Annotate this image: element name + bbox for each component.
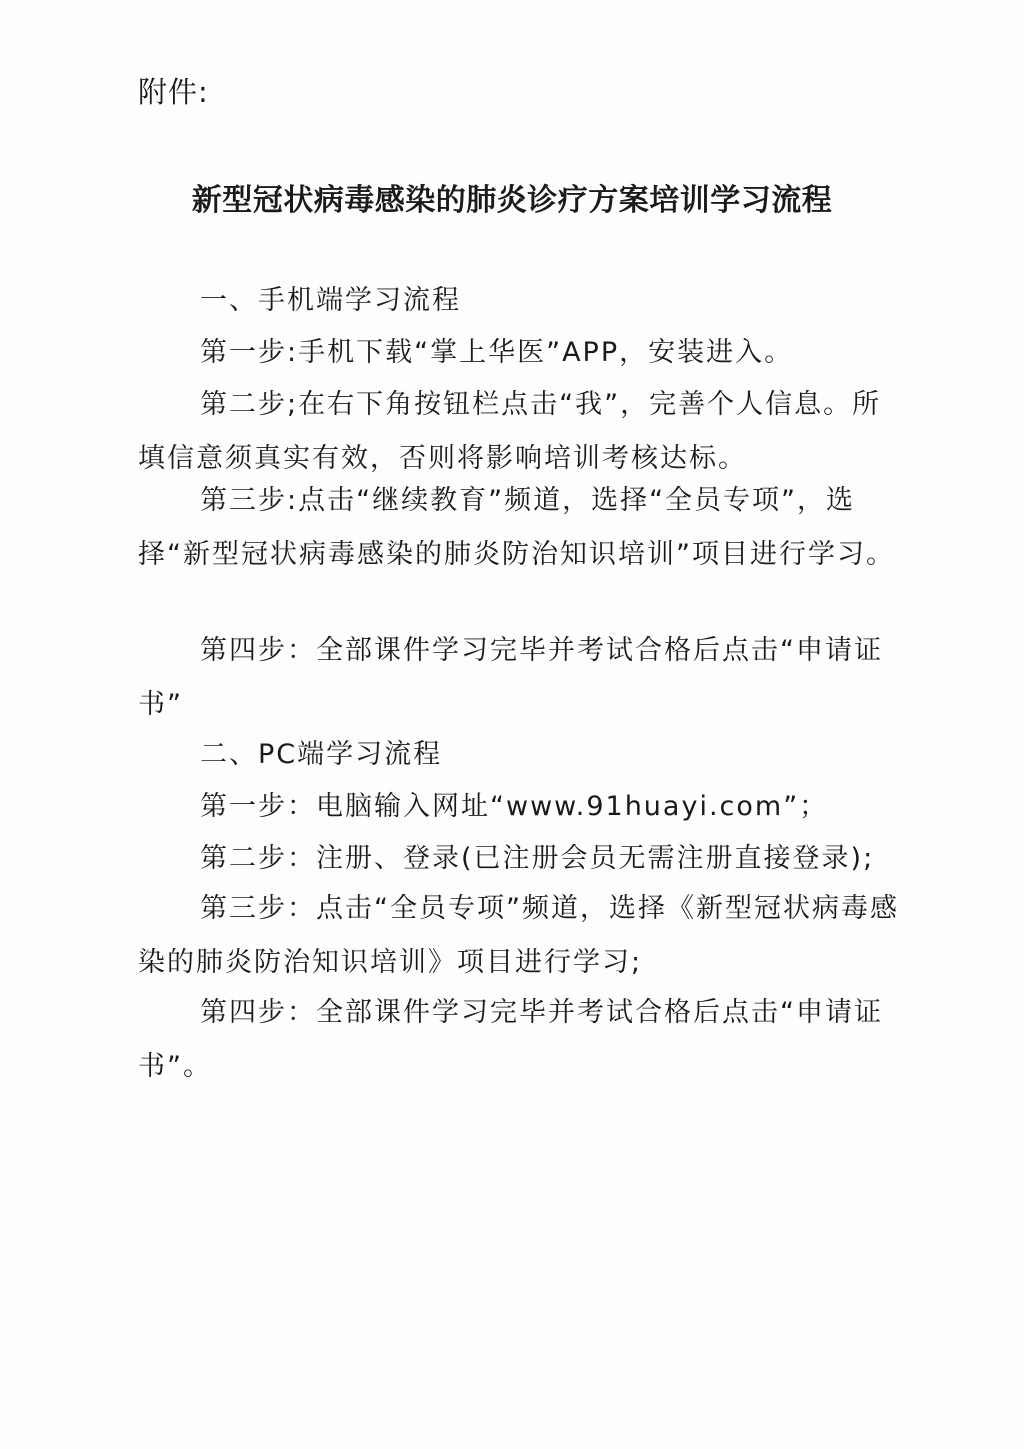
section-heading-pc: 二、PC端学习流程 (200, 739, 443, 770)
pc-step-2: 第二步：注册、登录(已注册会员无需注册直接登录); (200, 843, 875, 874)
section-heading-mobile: 一、手机端学习流程 (200, 285, 461, 316)
mobile-step-2: 第二步;在右下角按钮栏点击“我”，完善个人信息。所填信意须真实有效，否则将影响培训考核达标。 (138, 389, 882, 474)
pc-step-3: 第三步：点击“全员专项”频道，选择《新型冠状病毒感染的肺炎防治知识培训》项目进行学习; (138, 893, 899, 978)
mobile-step-4: 第四步：全部课件学习完毕并考试合格后点击“申请证书” (138, 635, 883, 720)
pc-step-4: 第四步：全部课件学习完毕并考试合格后点击“申请证书”。 (138, 997, 883, 1082)
mobile-step-1: 第一步:手机下载“掌上华医”APP，安装进入。 (200, 337, 794, 368)
mobile-step-3: 第三步:点击“继续教育”频道，选择“全员专项”，选择“新型冠状病毒感染的肺炎防治知识培训”项目进行学习。 (138, 485, 895, 570)
document-title: 新型冠状病毒感染的肺炎诊疗方案培训学习流程 (191, 183, 833, 218)
pc-step-1: 第一步：电脑输入网址“www.91huayi.com”； (200, 791, 829, 822)
attachment-label: 附件: (138, 75, 209, 109)
